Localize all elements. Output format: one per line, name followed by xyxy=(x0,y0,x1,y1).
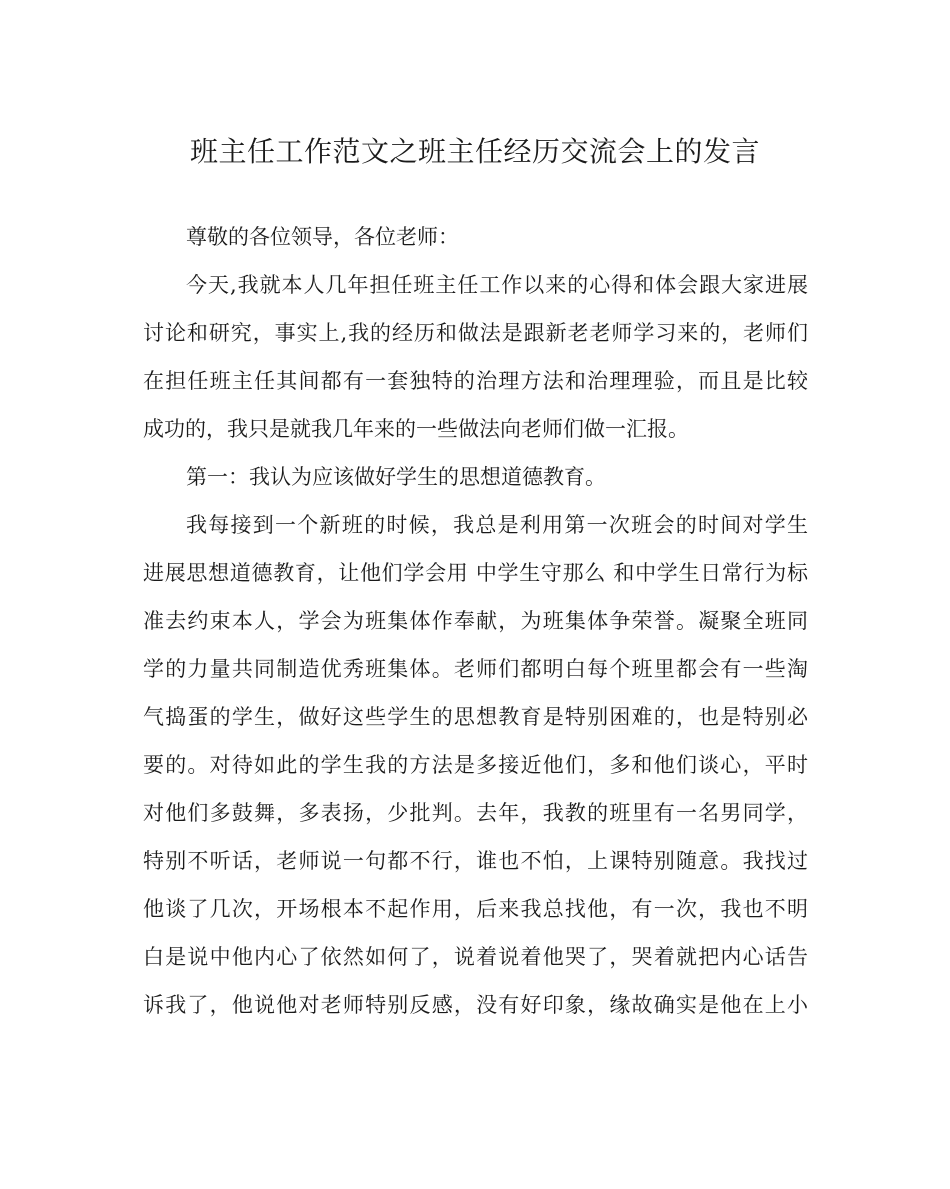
paragraph-line: 准去约束本人，学会为班集体作奉献，为班集体争荣誉。凝聚全班同 xyxy=(143,609,808,633)
paragraph-line: 诉我了，他说他对老师特别反感，没有好印象，缘故确实是他在上小 xyxy=(143,993,808,1017)
paragraph-line: 成功的，我只是就我几年来的一些做法向老师们做一汇报。 xyxy=(143,417,689,441)
document-title: 班主任工作范文之班主任经历交流会上的发言 xyxy=(189,135,760,168)
salutation: 尊敬的各位领导，各位老师： xyxy=(186,225,459,249)
paragraph-line: 特别不听话，老师说一句都不行，谁也不怕，上课特别随意。我找过 xyxy=(143,849,808,873)
paragraph-line: 白是说中他内心了依然如何了，说着说着他哭了，哭着就把内心话告 xyxy=(143,945,808,969)
paragraph-line: 对他们多鼓舞，多表扬，少批判。去年，我教的班里有一名男同学， xyxy=(143,801,808,825)
section-heading: 第一：我认为应该做好学生的思想道德教育。 xyxy=(186,465,606,489)
paragraph-line: 气捣蛋的学生，做好这些学生的思想教育是特别困难的，也是特别必 xyxy=(143,705,808,729)
paragraph-line: 学的力量共同制造优秀班集体。老师们都明白每个班里都会有一些淘 xyxy=(143,657,808,681)
paragraph-line: 他谈了几次，开场根本不起作用，后来我总找他，有一次，我也不明 xyxy=(143,897,808,921)
paragraph-line: 在担任班主任其间都有一套独特的治理方法和治理理验，而且是比较 xyxy=(143,369,808,393)
paragraph-line: 我每接到一个新班的时候，我总是利用第一次班会的时间对学生 xyxy=(186,513,808,537)
paragraph-line: 今天,我就本人几年担任班主任工作以来的心得和体会跟大家进展 xyxy=(186,273,808,297)
paragraph-line: 讨论和研究，事实上,我的经历和做法是跟新老老师学习来的，老师们 xyxy=(143,321,808,345)
paragraph-line: 进展思想道德教育，让他们学会用 中学生守那么 和中学生日常行为标 xyxy=(143,561,808,585)
paragraph-line: 要的。对待如此的学生我的方法是多接近他们，多和他们谈心，平时 xyxy=(143,753,808,777)
